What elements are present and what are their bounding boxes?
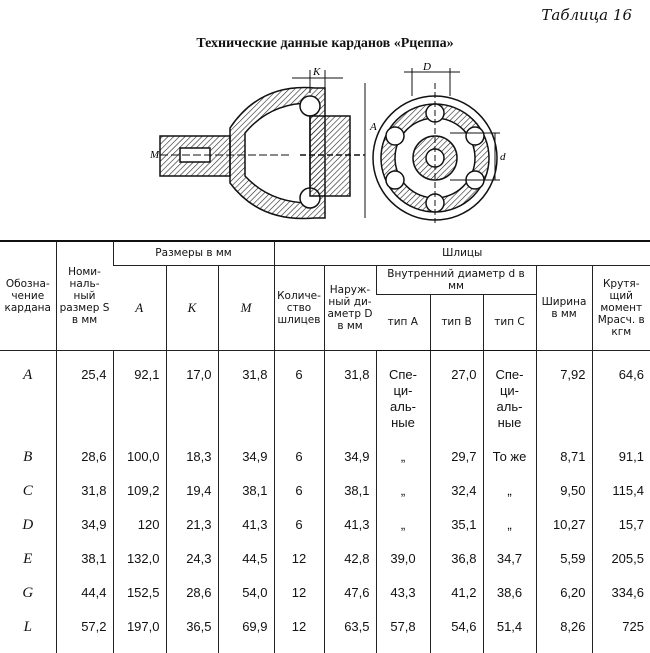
cell-D: 41,3 (324, 517, 376, 551)
cell-w: 10,27 (536, 517, 592, 551)
cell-k: 24,3 (166, 551, 218, 585)
col-nominal-size: Номи- наль- ный размер S в мм (56, 241, 113, 350)
col-outer-diameter: Наруж- ный ди- аметр D в мм (324, 265, 376, 350)
cell-tc: 38,6 (483, 585, 536, 619)
cell-tc: Спе- ци- аль- ные (483, 367, 536, 449)
cell-des: L (23, 618, 32, 635)
col-group-splines: Шлицы (274, 241, 650, 265)
col-designation: Обозна- чение кардана (0, 241, 56, 350)
cell-s: 25,4 (56, 367, 113, 449)
cell-tc: „ (483, 517, 536, 551)
table-row (0, 619, 650, 653)
cell-a: 109,2 (113, 483, 166, 517)
cell-D: 38,1 (324, 483, 376, 517)
cell-k: 28,6 (166, 585, 218, 619)
cell-m: 69,9 (218, 619, 274, 653)
col-type-c: тип С (483, 294, 536, 350)
table-title: Технические данные карданов «Рцеппа» (196, 36, 454, 51)
table-row (0, 449, 650, 483)
spec-table (0, 240, 650, 653)
table-row (0, 551, 650, 585)
cell-t: 115,4 (592, 483, 650, 517)
col-width: Ширина в мм (536, 265, 592, 350)
col-m: M (218, 265, 274, 350)
cell-k: 36,5 (166, 619, 218, 653)
cell-s: 38,1 (56, 551, 113, 585)
cell-tc: То же (483, 449, 536, 483)
cell-tb: 29,7 (430, 449, 483, 483)
cell-m: 34,9 (218, 449, 274, 483)
cell-ta: „ (376, 483, 430, 517)
cell-k: 21,3 (166, 517, 218, 551)
cell-tb: 32,4 (430, 483, 483, 517)
label-d-outer: D (423, 61, 431, 73)
cell-a: 100,0 (113, 449, 166, 483)
cell-t: 334,6 (592, 585, 650, 619)
cell-ta: 43,3 (376, 585, 430, 619)
cell-tc: 51,4 (483, 619, 536, 653)
cell-D: 47,6 (324, 585, 376, 619)
cell-D: 34,9 (324, 449, 376, 483)
cell-m: 31,8 (218, 367, 274, 449)
cell-des: G (22, 584, 34, 601)
front-view (373, 68, 500, 223)
cell-tb: 35,1 (430, 517, 483, 551)
col-spline-count: Количе- ство шлицев (274, 265, 324, 350)
cell-t: 15,7 (592, 517, 650, 551)
col-type-a: тип А (376, 294, 430, 350)
cell-t: 64,6 (592, 367, 650, 449)
cell-a: 132,0 (113, 551, 166, 585)
cell-ta: Спе- ци- аль- ные (376, 367, 430, 449)
cell-D: 42,8 (324, 551, 376, 585)
cell-m: 41,3 (218, 517, 274, 551)
cell-n: 6 (274, 367, 324, 449)
cell-n: 6 (274, 483, 324, 517)
joint-drawing (150, 58, 510, 223)
cell-s: 44,4 (56, 585, 113, 619)
cell-w: 5,59 (536, 551, 592, 585)
cell-t: 725 (592, 619, 650, 653)
cell-s: 34,9 (56, 517, 113, 551)
cell-m: 38,1 (218, 483, 274, 517)
cell-des: B (23, 448, 33, 465)
cell-a: 197,0 (113, 619, 166, 653)
col-group-inner-diameter: Внутренний диаметр d в мм (376, 265, 536, 294)
cell-des: E (23, 550, 33, 567)
side-section (160, 70, 365, 219)
cell-t: 205,5 (592, 551, 650, 585)
cell-tb: 41,2 (430, 585, 483, 619)
cell-s: 31,8 (56, 483, 113, 517)
cell-w: 6,20 (536, 585, 592, 619)
cell-n: 12 (274, 551, 324, 585)
cell-ta: 57,8 (376, 619, 430, 653)
cell-tb: 27,0 (430, 367, 483, 449)
table-body (0, 350, 650, 653)
cell-D: 31,8 (324, 367, 376, 449)
cell-des: A (23, 366, 33, 383)
cell-n: 6 (274, 517, 324, 551)
cell-n: 12 (274, 585, 324, 619)
cell-des: D (22, 516, 34, 533)
table-row (0, 483, 650, 517)
table-row (0, 367, 650, 449)
cell-k: 19,4 (166, 483, 218, 517)
cell-s: 57,2 (56, 619, 113, 653)
cell-s: 28,6 (56, 449, 113, 483)
table-number: Таблица 16 (541, 6, 632, 24)
cell-ta: „ (376, 517, 430, 551)
col-group-sizes: Размеры в мм (113, 241, 274, 265)
cell-ta: „ (376, 449, 430, 483)
table-row (0, 517, 650, 551)
cell-k: 17,0 (166, 367, 218, 449)
cell-a: 92,1 (113, 367, 166, 449)
col-torque: Крутя- щий момент Mрасч. в кгм (592, 265, 650, 350)
col-type-b: тип В (430, 294, 483, 350)
cell-ta: 39,0 (376, 551, 430, 585)
cell-w: 8,71 (536, 449, 592, 483)
cell-des: C (22, 482, 33, 499)
cell-k: 18,3 (166, 449, 218, 483)
label-k: K (313, 66, 321, 78)
cell-D: 63,5 (324, 619, 376, 653)
cell-tc: 34,7 (483, 551, 536, 585)
cell-m: 44,5 (218, 551, 274, 585)
cell-a: 120 (113, 517, 166, 551)
cell-w: 9,50 (536, 483, 592, 517)
col-k: K (166, 265, 218, 350)
cell-w: 7,92 (536, 367, 592, 449)
col-a: A (113, 265, 166, 350)
cell-a: 152,5 (113, 585, 166, 619)
cell-tc: „ (483, 483, 536, 517)
cell-t: 91,1 (592, 449, 650, 483)
cell-tb: 36,8 (430, 551, 483, 585)
cell-m: 54,0 (218, 585, 274, 619)
cell-n: 12 (274, 619, 324, 653)
cell-n: 6 (274, 449, 324, 483)
label-m: M (150, 149, 160, 161)
label-a: A (370, 121, 377, 133)
cell-tb: 54,6 (430, 619, 483, 653)
table-row (0, 585, 650, 619)
label-d-inner: d (500, 151, 506, 163)
cell-w: 8,26 (536, 619, 592, 653)
